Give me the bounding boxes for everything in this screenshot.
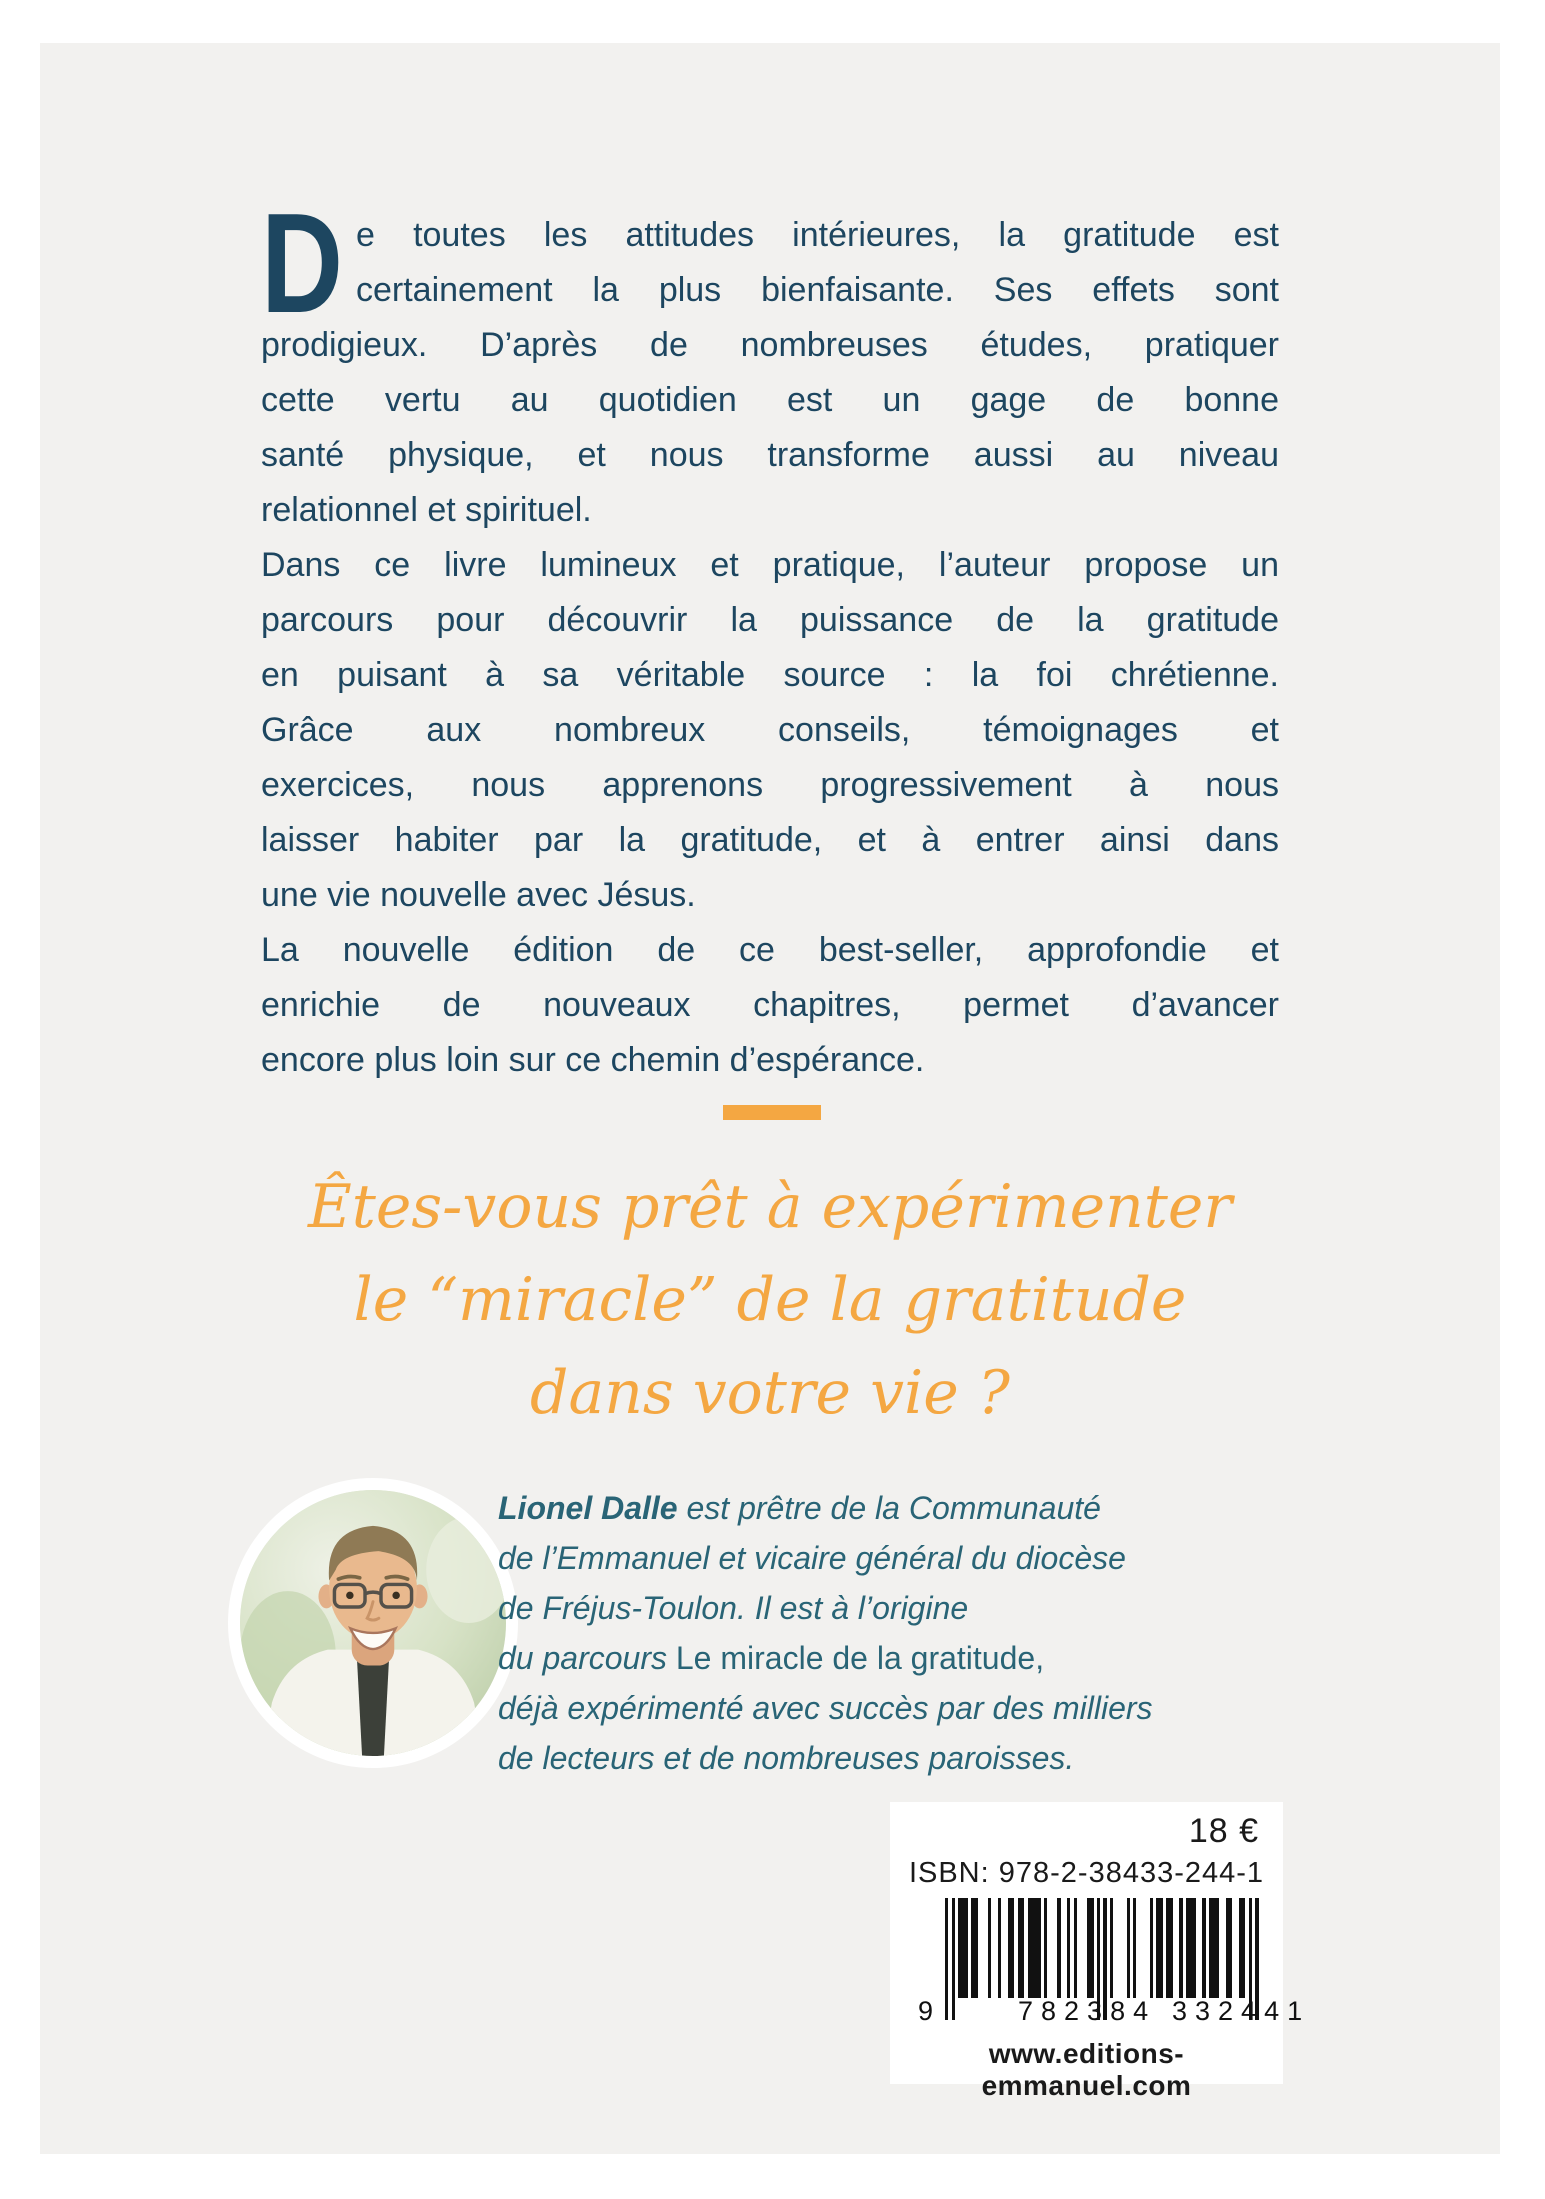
section-divider — [723, 1105, 821, 1120]
synopsis-line: santé physique, et nous transforme aussi au niveau — [261, 436, 1279, 474]
back-cover-page — [40, 43, 1500, 2154]
barcode-bar — [1150, 1898, 1153, 1998]
tagline — [40, 1161, 1500, 1440]
price: 18 € — [1188, 1812, 1259, 1850]
synopsis-line: certainement la plus bienfaisante. Ses effets sont — [356, 271, 1279, 309]
barcode-bar — [1037, 1898, 1040, 1998]
barcode-bar — [1090, 1898, 1093, 1998]
synopsis-line: en puisant à sa véritable source : la foi chrétienne. — [261, 656, 1279, 694]
isbn: ISBN: 978-2-38433-244-1 — [908, 1857, 1265, 1889]
synopsis-line: exercices, nous apprenons progressivement à nous — [261, 766, 1279, 804]
barcode-bar — [1193, 1898, 1196, 1998]
publisher-website: www.editions-emmanuel.com — [981, 2038, 1192, 2101]
tagline-line: Êtes-vous prêt à expérimenter — [307, 1172, 1233, 1242]
bio-line: de l’Emmanuel et vicaire général du diocèse — [498, 1540, 1126, 1576]
barcode-bar — [1127, 1898, 1130, 1998]
barcode-bar — [1021, 1898, 1024, 1998]
barcode-bar — [1011, 1898, 1014, 1998]
barcode-bar — [1229, 1898, 1232, 1998]
barcode-bar — [952, 1898, 955, 2020]
synopsis-text — [261, 184, 1279, 1088]
bio-line: du parcours Le miracle de la gratitude, — [498, 1640, 1045, 1676]
synopsis-line: La nouvelle édition de ce best-seller, approfondie et — [261, 931, 1279, 969]
author-bio — [498, 1483, 1258, 1783]
synopsis-line: laisser habiter par la gratitude, et à entrer ainsi dans — [261, 821, 1279, 859]
barcode-bar — [1057, 1898, 1060, 1998]
synopsis-line: relationnel et spirituel. — [261, 491, 592, 529]
barcode-bar — [1160, 1898, 1163, 1998]
bio-line: de Fréjus-Toulon. Il est à l’origine — [498, 1590, 969, 1626]
barcode-bar — [945, 1898, 948, 2020]
barcode-bar — [1110, 1898, 1113, 1998]
bio-line: déjà expérimenté avec succès par des milliers — [498, 1690, 1153, 1726]
barcode-panel: 18 € ISBN: 978-2-38433-244-1 9 782384 332441 www.editions-emmanuel.com — [890, 1802, 1283, 2084]
author-name: Lionel Dalle — [498, 1490, 678, 1526]
barcode-bar — [965, 1898, 968, 1998]
synopsis-line: prodigieux. D’après de nombreuses études, pratiquer — [261, 326, 1279, 364]
synopsis-line: Grâce aux nombreux conseils, témoignages et — [261, 711, 1279, 749]
tagline-line: le “miracle” de la gratitude — [353, 1265, 1187, 1335]
synopsis-line: enrichie de nouveaux chapitres, permet d’avancer — [261, 986, 1279, 1024]
barcode-bar — [988, 1898, 991, 1998]
barcode-bar — [1179, 1898, 1182, 1998]
barcode-bar — [998, 1898, 1001, 1998]
barcode-bar — [1202, 1898, 1205, 1998]
barcode-bar — [1044, 1898, 1047, 1998]
drop-cap: D — [261, 184, 344, 343]
author-portrait-illustration — [240, 1490, 506, 1756]
synopsis-line: Dans ce livre lumineux et pratique, l’auteur propose un — [261, 546, 1279, 584]
synopsis-block — [261, 184, 1279, 1088]
bio-line: Lionel Dalle est prêtre de la Communauté — [498, 1490, 1101, 1526]
synopsis-line: encore plus loin sur ce chemin d’espérance. — [261, 1041, 925, 1079]
barcode-bar — [975, 1898, 978, 1998]
barcode-bar — [1169, 1898, 1172, 1998]
book-title: Le miracle de la gratitude, — [675, 1640, 1045, 1676]
synopsis-line: une vie nouvelle avec Jésus. — [261, 876, 696, 914]
synopsis-line: parcours pour découvrir la puissance de la gratitude — [261, 601, 1279, 639]
synopsis-line: cette vertu au quotidien est un gage de bonne — [261, 381, 1279, 419]
author-photo — [228, 1478, 518, 1768]
barcode-bar — [1216, 1898, 1219, 1998]
tagline-line: dans votre vie ? — [530, 1358, 1010, 1428]
bio-line: de lecteurs et de nombreuses paroisses. — [498, 1740, 1075, 1776]
barcode-bar — [1133, 1898, 1136, 1998]
synopsis-line: e toutes les attitudes intérieures, la gratitude est — [356, 216, 1279, 254]
barcode-bar — [1067, 1898, 1070, 1998]
barcode-bar — [1242, 1898, 1245, 1998]
barcode-bar — [1074, 1898, 1077, 1998]
